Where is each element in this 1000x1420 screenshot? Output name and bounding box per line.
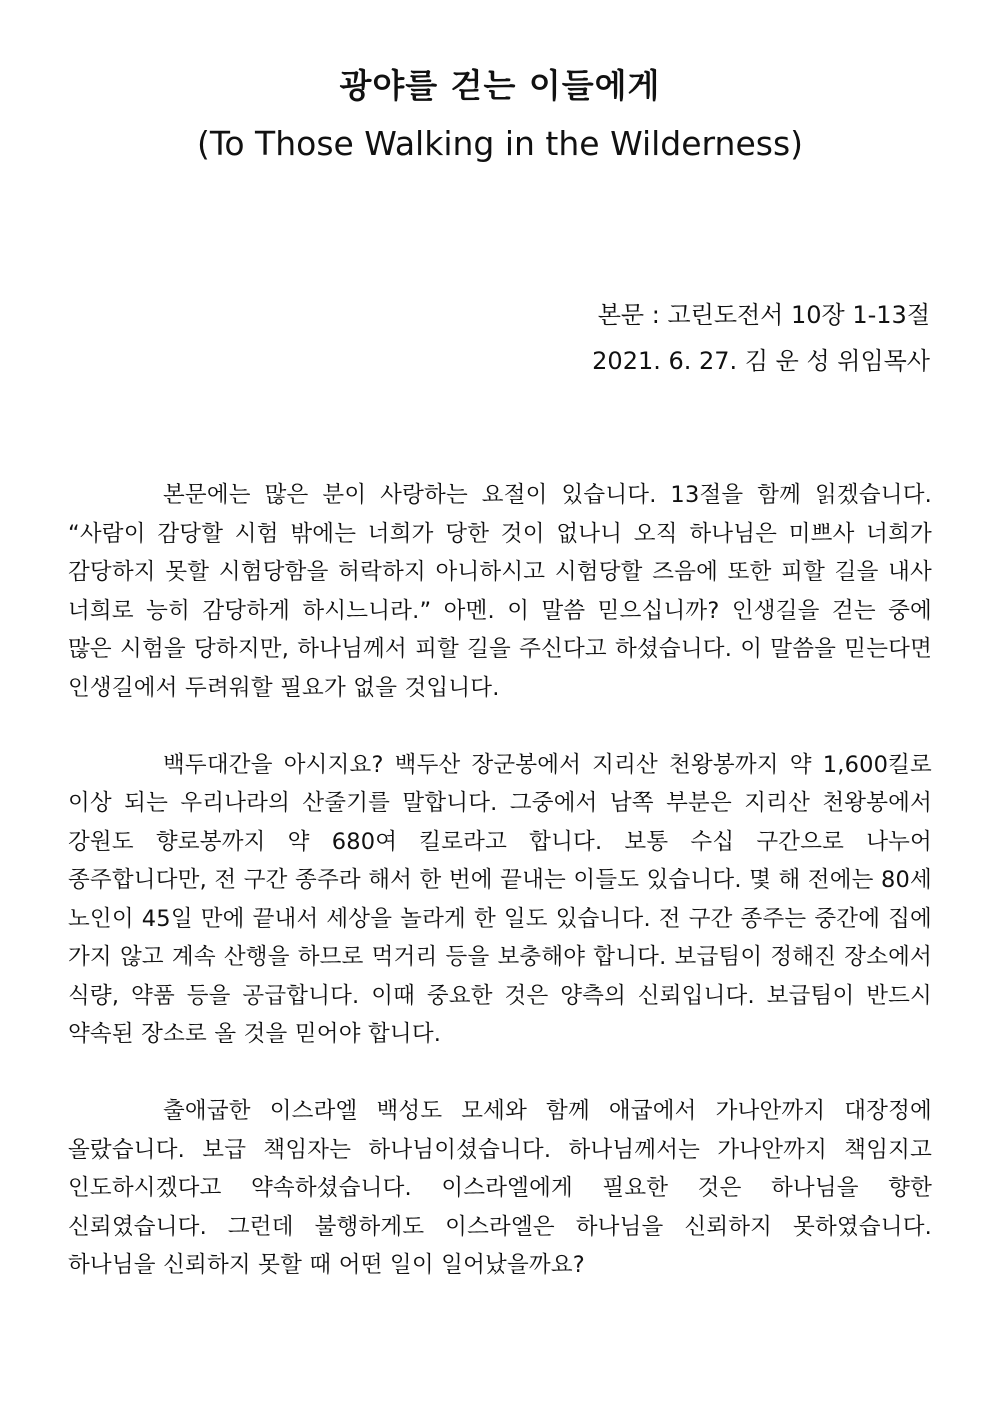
title-korean: 광야를 걷는 이들에게: [339, 66, 661, 105]
paragraph: 출애굽한 이스라엘 백성도 모세와 함께 애굽에서 가나안까지 대장정에 올랐습니다. 보급 책임자는 하나님이셨습니다. 하나님께서는 가나안까지 책임지고 인도하시겠다고 약속하셨습니다. 이스라엘에게 필요한 것은 하나님을 향한 신뢰였습니다. 그런데 불행하게도 이스라엘은 하나님을 신뢰하지 못하였습니다. 하나님을 신뢰하지 못할 때 어떤 일이 일어났을까요?: [68, 1098, 932, 1278]
scripture-reference: 본문 : 고린도전서 10장 1-13절: [597, 301, 930, 329]
title-english: (To Those Walking in the Wilderness): [196, 124, 804, 163]
paragraph: 백두대간을 아시지요? 백두산 장군봉에서 지리산 천왕봉까지 약 1,600킬로 이상 되는 우리나라의 산줄기를 말합니다. 그중에서 남쪽 부분은 지리산 천왕봉에서 강원도 향로봉까지 약 680여 킬로라고 합니다. 보통 수십 구간으로 나누어 종주합니다만, 전 구간 종주라 해서 한 번에 끝내는 이들도 있습니다. 몇 해 전에는 80세 노인이 45일 만에 끝내서 세상을 놀라게 한 일도 있습니다. 전 구간 종주는 중간에 집에 가지 않고 계속 산행을 하므로 먹거리 등을 보충해야 합니다. 보급팀이 정해진 장소에서 식량, 약품 등을 공급합니다. 이때 중요한 것은 양측의 신뢰입니다. 보급팀이 반드시 약속된 장소로 올 것을 믿어야 합니다.: [68, 751, 932, 1047]
date-author: 2021. 6. 27. 김 운 성 위임목사: [592, 347, 930, 375]
paragraph: 본문에는 많은 분이 사랑하는 요절이 있습니다. 13절을 함께 읽겠습니다. “사람이 감당할 시험 밖에는 너희가 당한 것이 없나니 오직 하나님은 미쁘사 너희가 감당하지 못할 시험당함을 허락하지 아니하시고 시험당할 즈음에 또한 피할 길을 내사 너희로 능히 감당하게 하시느니라.” 아멘. 이 말씀 믿으십니까? 인생길을 걷는 중에 많은 시험을 당하지만, 하나님께서 피할 길을 주신다고 하셨습니다. 이 말씀을 믿는다면 인생길에서 두려워할 필요가 없을 것입니다.: [68, 482, 932, 701]
sermon-body: [68, 476, 932, 1285]
sermon-meta: [592, 292, 930, 384]
title-block: [0, 60, 1000, 170]
